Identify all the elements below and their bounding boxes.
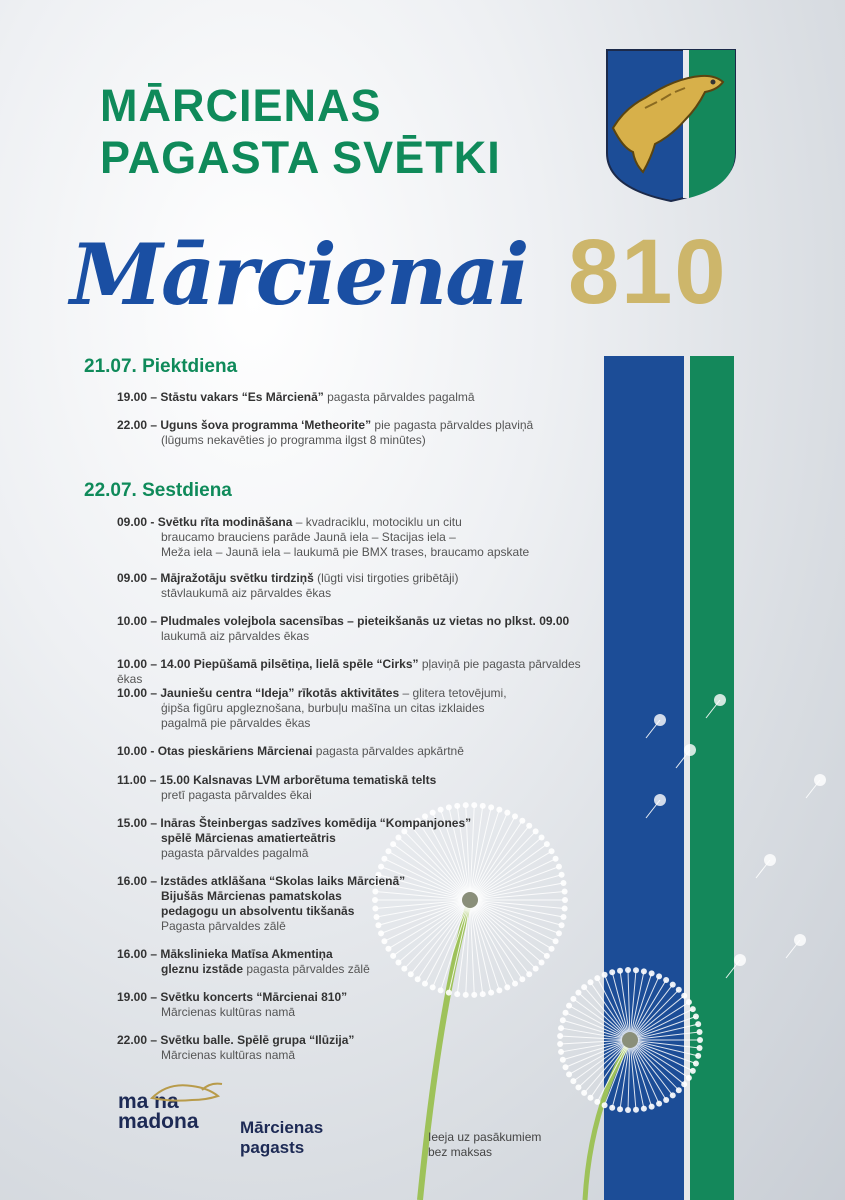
event-lead: 09.00 - Svētku rīta modināšana [117,515,293,529]
script-title: Mārcienai [70,225,528,324]
logo-line-2: madona [118,1110,199,1133]
event-desc: pie pagasta pārvaldes pļaviņā [371,418,534,432]
event-item [117,657,597,687]
event-lead: 22.00 – Uguns šova programma ‘Metheorite” [117,418,372,432]
event-item [117,1033,597,1063]
event-detail: stāvlaukumā aiz pārvaldes ēkas [161,586,332,600]
event-lead: 10.00 – Jauniešu centra “Ideja” rīkotās aktivitātes [117,686,400,700]
marna-madona-logo [118,1092,199,1132]
event-detail: Mārcienas kultūras namā [161,1005,296,1019]
parish-line-2: pagasts [240,1138,305,1157]
event-item [117,816,597,861]
event-lead: 10.00 – Pludmales volejbola sacensības – pieteikšanās uz vietas no plkst. 09.00 [117,614,570,628]
event-desc: (lūgti visi tirgoties gribētāji) [313,571,459,585]
title-line-2: PAGASTA SVĒTKI [100,132,501,183]
event-detail: (lūgums nekavēties jo programma ilgst 8 minūtes) [161,433,426,447]
event-item [117,990,597,1020]
event-item [117,947,597,977]
event-lead: 15.00 – Ināras Šteinbergas sadzīves komēdija “Kompanjones” [117,816,472,830]
event-lead: 19.00 – Svētku koncerts “Mārcienai 810” [117,990,348,1004]
event-desc: – kvadraciklu, motociklu un citu [292,515,462,529]
event-desc: pagasta pārvaldes pagalmā [323,390,475,404]
event-lead: 10.00 - Otas pieskāriens Mārcienai [117,744,313,758]
event-desc: – glitera tetovējumi, [399,686,507,700]
event-lead: 10.00 – 14.00 Piepūšamā pilsētiņa, lielā spēle “Cirks” [117,657,419,671]
parish-line-1: Mārcienas [240,1118,324,1137]
event-detail: pagalmā pie pārvaldes ēkas [161,716,311,730]
event-detail-bold: gleznu izstāde [161,962,244,976]
free-entry-note [428,1130,588,1160]
event-lead: 16.00 – Izstādes atklāšana “Skolas laiks Mārcienā” [117,874,406,888]
event-detail: Meža iela – Jaunā iela – laukumā pie BMX trases, braucamo apskate [161,545,530,559]
event-item [117,614,597,644]
event-item [117,686,597,731]
event-item [117,418,597,448]
event-lead: 09.00 – Mājražotāju svētku tirdziņš [117,571,314,585]
event-detail: pretī pagasta pārvaldes ēkai [161,788,312,802]
parish-name [240,1118,323,1158]
event-detail-bold: Bijušās Mārcienas pamatskolas [161,889,342,903]
anniversary-number: 810 [568,221,728,323]
event-lead: 16.00 – Mākslinieka Matīsa Akmentiņa [117,947,333,961]
event-detail: Pagasta pārvaldes zālē [161,919,286,933]
event-detail: laukumā aiz pārvaldes ēkas [161,629,310,643]
event-lead: 19.00 – Stāstu vakars “Es Mārcienā” [117,390,324,404]
event-desc: pagasta pārvaldes apkārtnē [312,744,464,758]
title-line-1: MĀRCIENAS [100,80,382,131]
event-detail: braucamo brauciens parāde Jaunā iela – Stacijas iela – [161,530,456,544]
day-title-friday: 21.07. Piektdiena [84,356,238,377]
coat-of-arms-icon [605,48,737,203]
event-detail: Mārcienas kultūras namā [161,1048,296,1062]
event-detail-bold: pedagogu un absolventu tikšanās [161,904,355,918]
event-item [117,390,597,405]
event-item [117,515,597,560]
event-detail [117,962,597,977]
fish-logo-icon [148,1078,228,1106]
event-detail: pagasta pārvaldes pagalmā [161,846,309,860]
free-line-2: bez maksas [428,1145,493,1159]
free-line-1: Ieeja uz pasākumiem [428,1130,542,1144]
day-title-saturday: 22.07. Sestdiena [84,480,232,501]
event-detail-tail: pagasta pārvaldes zālē [243,962,370,976]
event-item [117,773,597,803]
event-detail: ģipša figūru apgleznošana, burbuļu mašīna un citas izklaides [161,701,485,715]
event-item [117,744,597,759]
logo-line-1: ma na [118,1090,179,1113]
event-detail-bold: spēlē Mārcienas amatierteātris [161,831,336,845]
festival-title [100,80,600,184]
event-lead: 11.00 – 15.00 Kalsnavas LVM arborētuma tematiskā telts [117,773,437,787]
event-lead: 22.00 – Svētku balle. Spēlē grupa “Ilūzija” [117,1033,355,1047]
event-item [117,571,597,601]
event-desc: pļaviņā pie pagasta pārvaldes ēkas [117,657,581,686]
dandelion-seeds [646,694,826,978]
event-item [117,874,597,934]
